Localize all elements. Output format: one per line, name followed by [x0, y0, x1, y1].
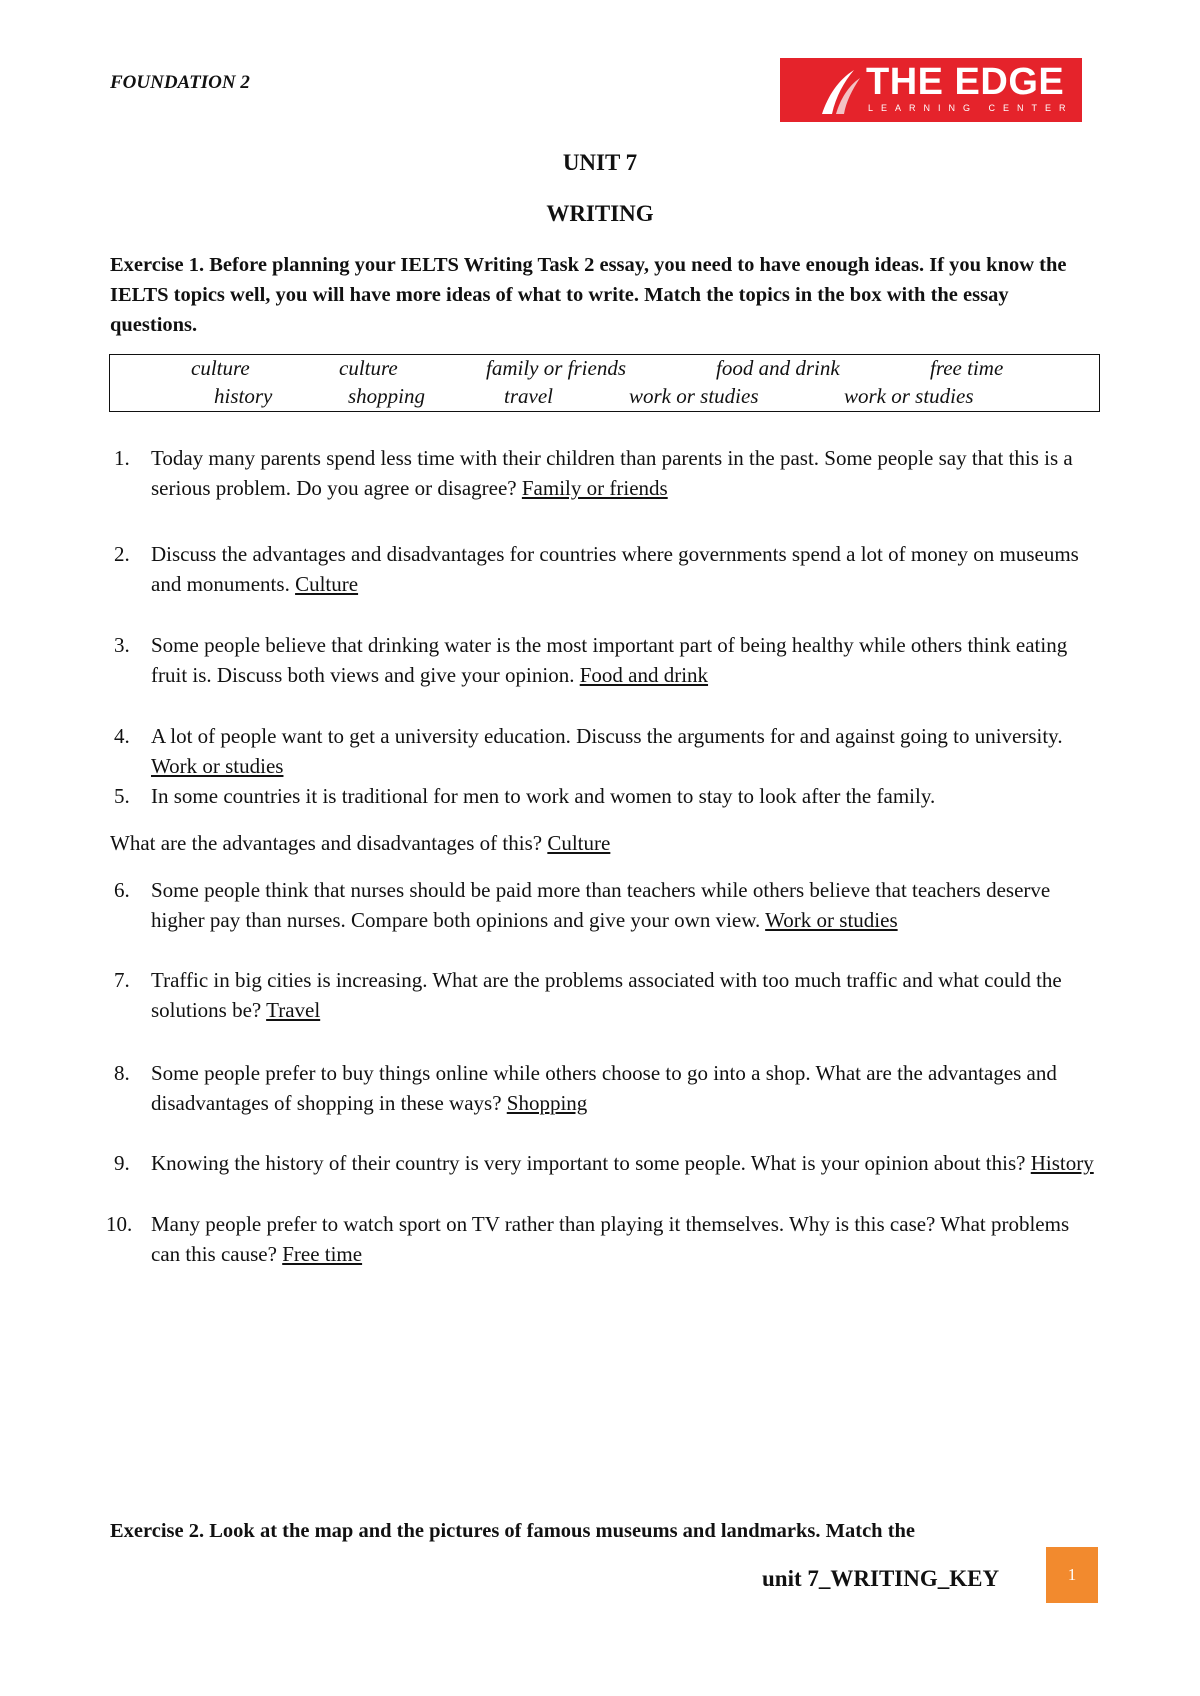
question-answer: Work or studies — [765, 908, 898, 932]
topic-word: history — [214, 384, 273, 408]
unit-title: UNIT 7 — [562, 150, 638, 175]
question-answer: Family or friends — [521, 476, 668, 500]
question-number: 6. — [114, 878, 130, 902]
logo-sail-icon — [818, 66, 864, 116]
the-edge-logo — [780, 58, 1082, 122]
question-answer: Food and drink — [579, 663, 709, 687]
question-item — [110, 875, 1100, 935]
logo-sub-text: LEARNING CENTER — [868, 103, 1074, 113]
question-item — [110, 965, 1100, 1025]
topic-word: family or friends — [486, 356, 626, 380]
question-text: Some people prefer to buy things online while others choose to go into a shop. What are the advantages and disadvantages of shopping in these ways? — [151, 1061, 1057, 1115]
question-text: A lot of people want to get a university education. Discuss the arguments for and against going to university. — [151, 724, 1063, 748]
logo-main-text: THE EDGE — [866, 61, 1065, 103]
question-item — [110, 1148, 1100, 1178]
question-answer: Travel — [266, 998, 321, 1022]
topic-word: shopping — [348, 384, 426, 408]
question-answer: Culture — [295, 572, 359, 596]
question-item — [110, 721, 1100, 781]
question-text: Knowing the history of their country is very important to some people. What is your opinion about this? — [151, 1151, 1026, 1175]
topic-word: work or studies — [629, 384, 759, 408]
course-header: FOUNDATION 2 — [110, 72, 250, 93]
question-text: Some people believe that drinking water is the most important part of being healthy while others think eating fruit is. Discuss both views and give your opinion. — [151, 633, 1068, 687]
page-number: 1 — [1046, 1547, 1098, 1603]
question-text: Some people think that nurses should be paid more than teachers while others believe that teachers deserve higher pay than nurses. Compare both opinions and give your own view. — [151, 878, 1051, 932]
question-number: 10. — [106, 1212, 133, 1236]
topic-word: culture — [339, 356, 398, 380]
question-number: 4. — [114, 724, 130, 748]
topics-box — [109, 354, 1100, 412]
exercise-1-instruction: Exercise 1. Before planning your IELTS Writing Task 2 essay, you need to have enough ideas. If you know the IELTS topics well, you will have more ideas of what to write. Match the topics in the box with the essay questions. — [110, 254, 1067, 336]
question-5-continuation — [110, 828, 1100, 858]
question-answer: Free time — [282, 1242, 363, 1266]
question-number: 8. — [114, 1061, 130, 1085]
question-item — [110, 443, 1100, 503]
topic-word: work or studies — [844, 384, 974, 408]
section-title: WRITING — [546, 201, 654, 226]
topic-word: travel — [504, 384, 553, 408]
question-answer: History — [1030, 1151, 1094, 1175]
question-answer: Culture — [547, 831, 611, 855]
question-item — [106, 1209, 1100, 1269]
question-number: 5. — [114, 784, 130, 808]
question-answer: Shopping — [506, 1091, 588, 1115]
exercise-2-instruction: Exercise 2. Look at the map and the pictures of famous museums and landmarks. Match the — [110, 1520, 916, 1542]
question-item — [110, 539, 1100, 599]
question-number: 7. — [114, 968, 130, 992]
question-number: 2. — [114, 542, 130, 566]
question-item — [110, 781, 1100, 811]
question-item — [110, 1058, 1100, 1118]
topic-word: culture — [191, 356, 250, 380]
topic-word: free time — [930, 356, 1004, 380]
question-text: Traffic in big cities is increasing. What are the problems associated with too much traffic and what could the solutions be? — [151, 968, 1062, 1022]
question-number: 3. — [114, 633, 130, 657]
question-number: 9. — [114, 1151, 130, 1175]
question-number: 1. — [114, 446, 130, 470]
topic-word: food and drink — [716, 356, 840, 380]
question-text: Today many parents spend less time with their children than parents in the past. Some people say that this is a serious problem. Do you agree or disagree? — [151, 446, 1073, 500]
footer-doc-name: unit 7_WRITING_KEY — [762, 1566, 1000, 1591]
question-item — [110, 630, 1100, 690]
question-text: What are the advantages and disadvantages of this? — [110, 831, 543, 855]
question-text: In some countries it is traditional for men to work and women to stay to look after the family. — [151, 784, 936, 808]
question-answer: Work or studies — [151, 754, 284, 778]
question-text: Many people prefer to watch sport on TV rather than playing it themselves. Why is this case? What problems can this cause? — [151, 1212, 1070, 1266]
question-text: Discuss the advantages and disadvantages for countries where governments spend a lot of money on museums and monuments. — [151, 542, 1079, 596]
